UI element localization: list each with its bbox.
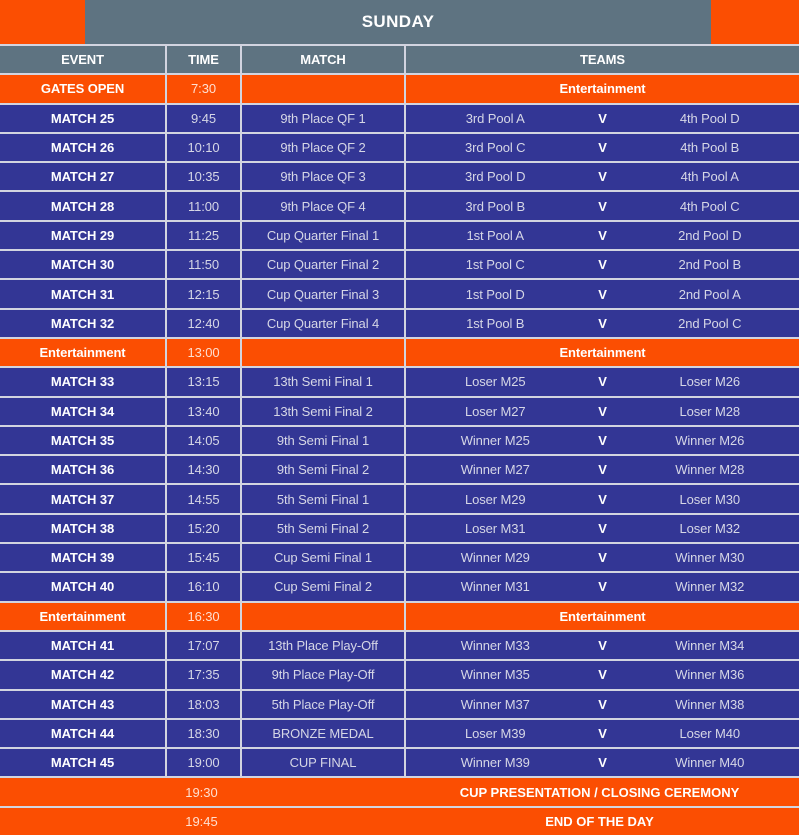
event-cell: MATCH 26 (0, 134, 165, 161)
time-cell: 13:40 (167, 398, 240, 425)
match-cell (242, 339, 404, 366)
schedule-rows (0, 46, 799, 835)
team2-label: 2nd Pool A (678, 286, 741, 302)
event-cell: Entertainment (0, 339, 165, 366)
time-cell: 10:10 (167, 134, 240, 161)
team2-label: Winner M36 (675, 667, 745, 683)
vs-label: V (598, 169, 607, 185)
team2-label: 4th Pool C (679, 198, 740, 214)
special-row (0, 75, 799, 102)
match-cell (242, 75, 404, 102)
match-row (0, 573, 799, 600)
match-cell: 9th Place Play-Off (242, 661, 404, 688)
match-row (0, 398, 799, 425)
event-cell: MATCH 29 (0, 222, 165, 249)
time-cell: 17:07 (167, 632, 240, 659)
footer-row (0, 808, 799, 835)
team2-label: Winner M32 (675, 579, 745, 595)
team1-label: Loser M29 (464, 491, 526, 507)
team2-label: Winner M30 (675, 550, 745, 566)
team2-label: 4th Pool D (679, 110, 740, 126)
match-cell: Cup Semi Final 1 (242, 544, 404, 571)
team2-label: Winner M28 (675, 462, 745, 478)
match-row (0, 485, 799, 512)
team1-label: 3rd Pool C (465, 140, 526, 156)
team2-label: Loser M32 (679, 520, 741, 536)
team1-label: 1st Pool B (466, 315, 525, 331)
vs-label: V (598, 579, 607, 595)
time-cell: 17:35 (167, 661, 240, 688)
teams-cell (406, 222, 799, 249)
match-cell: 9th Place QF 4 (242, 192, 404, 219)
col-header-time: TIME (167, 46, 240, 73)
match-cell: 13th Semi Final 2 (242, 398, 404, 425)
vs-label: V (598, 725, 607, 741)
event-cell: MATCH 30 (0, 251, 165, 278)
event-cell: MATCH 25 (0, 105, 165, 132)
match-cell: CUP FINAL (242, 749, 404, 776)
match-cell: 9th Semi Final 1 (242, 427, 404, 454)
event-cell: Entertainment (0, 603, 165, 630)
vs-label: V (598, 403, 607, 419)
teams-cell (406, 427, 799, 454)
team2-label: 4th Pool A (680, 169, 739, 185)
time-cell: 14:30 (167, 456, 240, 483)
time-cell: 13:15 (167, 368, 240, 395)
vs-label: V (598, 667, 607, 683)
vs-label: V (598, 286, 607, 302)
day-title: SUNDAY (361, 12, 435, 31)
special-row (0, 339, 799, 366)
match-cell: 13th Place Play-Off (242, 632, 404, 659)
vs-label: V (598, 638, 607, 654)
match-cell: BRONZE MEDAL (242, 720, 404, 747)
match-cell: 9th Place QF 1 (242, 105, 404, 132)
match-row (0, 134, 799, 161)
match-row (0, 515, 799, 542)
footer-caption: CUP PRESENTATION / CLOSING CEREMONY (459, 784, 740, 800)
vs-label: V (598, 198, 607, 214)
event-cell: MATCH 31 (0, 280, 165, 307)
match-cell: 9th Place QF 3 (242, 163, 404, 190)
teams-cell (406, 368, 799, 395)
time-cell: 10:35 (167, 163, 240, 190)
team1-label: Winner M39 (460, 755, 530, 771)
teams-cell (406, 515, 799, 542)
team1-label: 1st Pool C (465, 257, 525, 273)
team2-label: Loser M26 (679, 374, 741, 390)
teams-cell (406, 691, 799, 718)
vs-label: V (598, 696, 607, 712)
teams-cell (406, 720, 799, 747)
event-cell: MATCH 34 (0, 398, 165, 425)
time-cell: 12:15 (167, 280, 240, 307)
teams-cell (406, 105, 799, 132)
vs-label: V (598, 227, 607, 243)
event-cell: MATCH 43 (0, 691, 165, 718)
team2-label: Winner M26 (675, 433, 745, 448)
event-cell: MATCH 44 (0, 720, 165, 747)
match-row (0, 749, 799, 776)
time-cell: 7:30 (167, 75, 240, 102)
day-banner-plate (85, 0, 711, 44)
vs-label: V (598, 140, 607, 156)
team1-label: 3rd Pool A (465, 110, 525, 126)
time-cell: 14:55 (167, 485, 240, 512)
time-cell: 18:03 (167, 691, 240, 718)
teams-cell (406, 661, 799, 688)
time-cell: 16:30 (167, 603, 240, 630)
match-row (0, 105, 799, 132)
time-cell: 11:25 (167, 222, 240, 249)
time-cell: 11:50 (167, 251, 240, 278)
teams-banner-cell: Entertainment (406, 603, 799, 630)
team1-label: Winner M37 (460, 696, 530, 712)
team2-label: Winner M40 (675, 755, 745, 771)
match-row (0, 310, 799, 337)
time-cell: 16:10 (167, 573, 240, 600)
team2-label: 4th Pool B (680, 140, 740, 156)
match-row (0, 163, 799, 190)
team2-label: 2nd Pool D (678, 227, 742, 243)
match-cell (242, 603, 404, 630)
day-banner (0, 0, 799, 44)
match-cell: 5th Place Play-Off (242, 691, 404, 718)
footer-caption: END OF THE DAY (545, 813, 654, 829)
match-row (0, 427, 799, 454)
match-row (0, 661, 799, 688)
time-cell: 11:00 (167, 192, 240, 219)
team1-label: Winner M29 (460, 550, 530, 566)
team1-label: Winner M25 (460, 433, 530, 448)
time-cell: 15:45 (167, 544, 240, 571)
match-cell: Cup Semi Final 2 (242, 573, 404, 600)
match-row (0, 632, 799, 659)
team2-label: 2nd Pool B (678, 257, 742, 273)
vs-label: V (598, 374, 607, 390)
teams-cell (406, 251, 799, 278)
event-cell: MATCH 42 (0, 661, 165, 688)
teams-banner-cell: Entertainment (406, 75, 799, 102)
teams-cell (406, 163, 799, 190)
match-cell: 9th Semi Final 2 (242, 456, 404, 483)
team1-label: Loser M39 (464, 725, 526, 741)
teams-cell (406, 573, 799, 600)
team1-label: Winner M27 (460, 462, 530, 478)
vs-label: V (598, 315, 607, 331)
teams-cell (406, 192, 799, 219)
match-cell: Cup Quarter Final 4 (242, 310, 404, 337)
match-row (0, 251, 799, 278)
team2-label: Loser M28 (679, 403, 741, 419)
match-cell: Cup Quarter Final 1 (242, 222, 404, 249)
team1-label: 3rd Pool D (465, 169, 526, 185)
event-cell: MATCH 41 (0, 632, 165, 659)
teams-cell (406, 280, 799, 307)
team2-label: Loser M40 (679, 725, 741, 741)
teams-cell (406, 485, 799, 512)
vs-label: V (598, 110, 607, 126)
time-cell: 13:00 (167, 339, 240, 366)
team1-label: 1st Pool A (466, 227, 525, 243)
footer-row (0, 778, 799, 805)
vs-label: V (598, 755, 607, 771)
team1-label: Loser M31 (464, 520, 526, 536)
time-cell: 19:00 (167, 749, 240, 776)
footer-time: 19:45 (185, 813, 218, 829)
event-cell: MATCH 37 (0, 485, 165, 512)
match-row (0, 544, 799, 571)
match-cell: 13th Semi Final 1 (242, 368, 404, 395)
match-row (0, 720, 799, 747)
vs-label: V (598, 550, 607, 566)
event-cell: MATCH 27 (0, 163, 165, 190)
teams-banner-cell: Entertainment (406, 339, 799, 366)
team1-label: Winner M33 (460, 638, 530, 654)
header-row (0, 46, 799, 73)
event-cell: MATCH 33 (0, 368, 165, 395)
special-row (0, 603, 799, 630)
match-row (0, 691, 799, 718)
team2-label: 2nd Pool C (678, 315, 742, 331)
team2-label: Loser M30 (679, 491, 741, 507)
match-row (0, 222, 799, 249)
time-cell: 18:30 (167, 720, 240, 747)
teams-cell (406, 134, 799, 161)
vs-label: V (598, 491, 607, 507)
team1-label: 3rd Pool B (465, 198, 526, 214)
match-row (0, 368, 799, 395)
team2-label: Winner M34 (675, 638, 745, 654)
event-cell: MATCH 28 (0, 192, 165, 219)
teams-cell (406, 544, 799, 571)
match-cell: Cup Quarter Final 2 (242, 251, 404, 278)
event-cell: MATCH 35 (0, 427, 165, 454)
team1-label: Loser M27 (464, 403, 526, 419)
time-cell: 15:20 (167, 515, 240, 542)
event-cell: MATCH 39 (0, 544, 165, 571)
col-header-match: MATCH (242, 46, 404, 73)
match-cell: 5th Semi Final 2 (242, 515, 404, 542)
team1-label: Loser M25 (464, 374, 526, 390)
match-cell: 9th Place QF 2 (242, 134, 404, 161)
match-row (0, 192, 799, 219)
event-cell: MATCH 45 (0, 749, 165, 776)
teams-cell (406, 310, 799, 337)
vs-label: V (598, 433, 607, 448)
vs-label: V (598, 257, 607, 273)
match-cell: 5th Semi Final 1 (242, 485, 404, 512)
team2-label: Winner M38 (675, 696, 745, 712)
event-cell: MATCH 32 (0, 310, 165, 337)
vs-label: V (598, 462, 607, 478)
teams-cell (406, 749, 799, 776)
match-row (0, 280, 799, 307)
match-cell: Cup Quarter Final 3 (242, 280, 404, 307)
vs-label: V (598, 520, 607, 536)
time-cell: 9:45 (167, 105, 240, 132)
footer-time: 19:30 (185, 784, 218, 800)
match-row (0, 456, 799, 483)
event-cell: MATCH 38 (0, 515, 165, 542)
time-cell: 14:05 (167, 427, 240, 454)
event-cell: MATCH 40 (0, 573, 165, 600)
team1-label: 1st Pool D (465, 286, 525, 302)
team1-label: Winner M31 (460, 579, 530, 595)
col-header-event: EVENT (0, 46, 165, 73)
team1-label: Winner M35 (460, 667, 530, 683)
col-header-teams: TEAMS (406, 46, 799, 73)
teams-cell (406, 398, 799, 425)
time-cell: 12:40 (167, 310, 240, 337)
teams-cell (406, 632, 799, 659)
event-cell: MATCH 36 (0, 456, 165, 483)
event-cell: GATES OPEN (0, 75, 165, 102)
teams-cell (406, 456, 799, 483)
